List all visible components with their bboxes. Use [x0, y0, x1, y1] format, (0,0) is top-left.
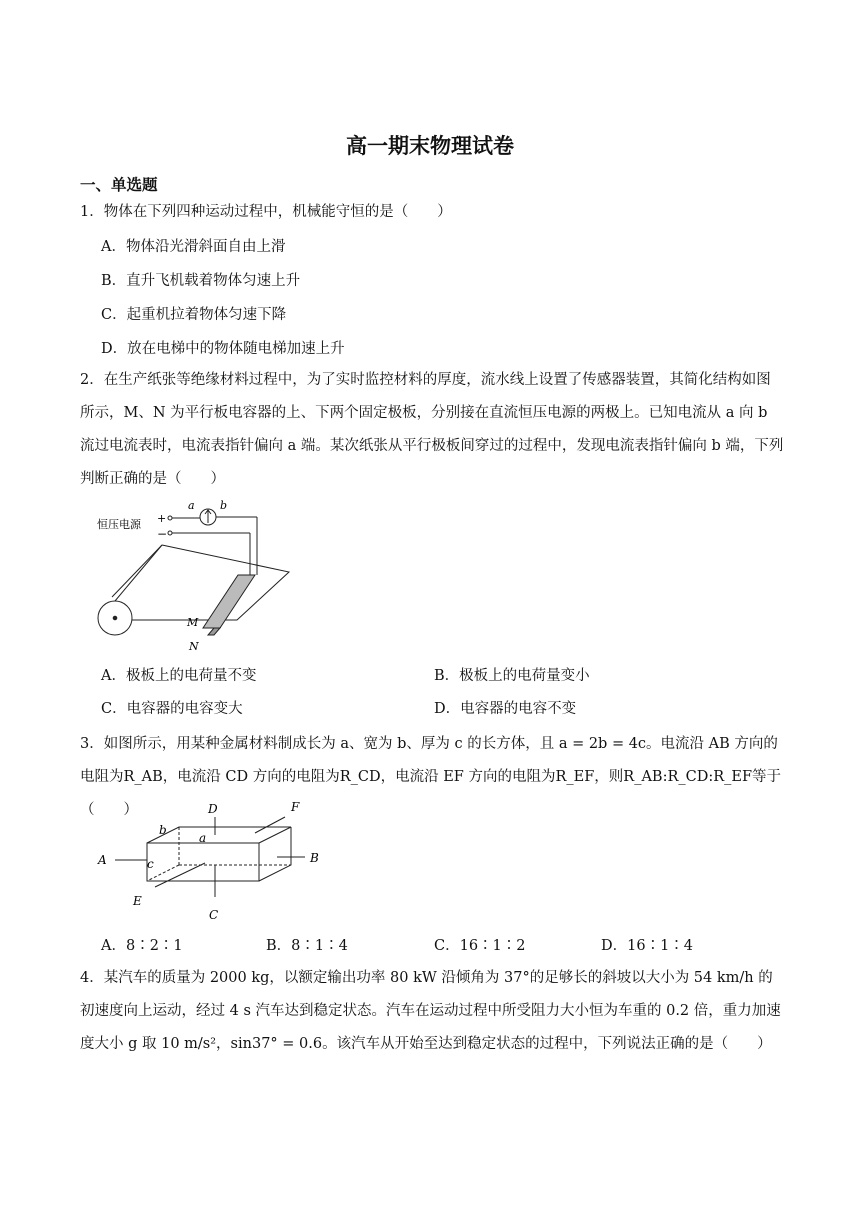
- label-length-a: a: [199, 831, 207, 845]
- source-label: 恒压电源: [97, 518, 141, 531]
- page-title: 高一期末物理试卷: [346, 134, 514, 158]
- plate-n: [208, 628, 220, 635]
- q1-option-a: A．物体沿光滑斜面自由上滑: [101, 239, 286, 255]
- plus-terminal: [168, 516, 172, 520]
- plate-n-label: N: [189, 640, 199, 653]
- q1-option-c: C．起重机拉着物体匀速下降: [101, 307, 287, 323]
- plate-m-label: M: [187, 616, 199, 629]
- label-width-b: b: [159, 823, 167, 837]
- q2-option-b: B．极板上的电荷量变小: [434, 668, 590, 684]
- q2-option-a: A．极板上的电荷量不变: [101, 668, 257, 684]
- label-d-point: D: [208, 802, 218, 816]
- label-b-point: B: [310, 851, 319, 865]
- q1-option-d: D．放在电梯中的物体随电梯加速上升: [101, 341, 345, 357]
- minus-terminal: [168, 531, 172, 535]
- cuboid-figure: [95, 797, 330, 922]
- plus-label: +: [157, 512, 167, 525]
- q3-option-b: B．8∶1∶4: [266, 938, 348, 954]
- q3-stem: 3．如图所示，用某种金属材料制成长为 a、宽为 b、厚为 c 的长方体，且 a = 2b = 4c。电流沿 AB 方向的电阻为R_AB，电流沿 CD 方向的电阻为R_CD，电流沿 EF 方向的电阻为R_EF，则R_AB:R_CD:R_EF等于（ ）: [80, 736, 782, 818]
- terminal-b-label: b: [220, 499, 228, 512]
- cuboid-front-face: [147, 843, 259, 881]
- q3-option-c: C．16∶1∶2: [434, 938, 526, 954]
- q3-option-a: A．8∶2∶1: [101, 938, 183, 954]
- label-a-point: A: [98, 853, 107, 867]
- minus-label: −: [157, 527, 168, 541]
- q3-option-d: D．16∶1∶4: [601, 938, 694, 954]
- q2-stem: 2．在生产纸张等绝缘材料过程中，为了实时监控材料的厚度，流水线上设置了传感器装置，其简化结构如图所示，M、N 为平行板电容器的上、下两个固定极板，分别接在直流恒压电源的两极上。已知电流从 a 向 b 流过电流表时，电流表指针偏向 a 端。某次纸张从平行极板间穿过的过程中，发现电流表指针偏向 b 端，下列判断正确的是（ ）: [80, 372, 784, 487]
- paper-sheet: [124, 545, 289, 620]
- q2-option-d: D．电容器的电容不变: [434, 701, 577, 717]
- q2-option-c: C．电容器的电容变大: [101, 701, 243, 717]
- label-thickness-c: c: [147, 857, 154, 871]
- q1-option-b: B．直升飞机载着物体匀速上升: [101, 273, 301, 289]
- section-heading: 一、单选题: [80, 176, 158, 194]
- terminal-a-label: a: [188, 499, 195, 512]
- q1-stem: 1．物体在下列四种运动过程中，机械能守恒的是（ ）: [80, 204, 452, 220]
- q4-stem: 4．某汽车的质量为 2000 kg，以额定输出功率 80 kW 沿倾角为 37°的足够长的斜坡以大小为 54 km/h 的初速度向上运动，经过 4 s 汽车达到稳定状态。汽车在运动过程中所受阻力大小恒为车重的 0.2 倍，重力加速度大小 g 取 10 m/s²，sin37° = 0.6。该汽车从开始至达到稳定状态的过程中，下列说法正确的是（ ）: [80, 970, 781, 1052]
- capacitor-sensor-figure: [92, 495, 302, 655]
- label-f-point: F: [291, 800, 300, 814]
- label-c-point: C: [209, 908, 219, 922]
- label-e-point: E: [133, 894, 142, 908]
